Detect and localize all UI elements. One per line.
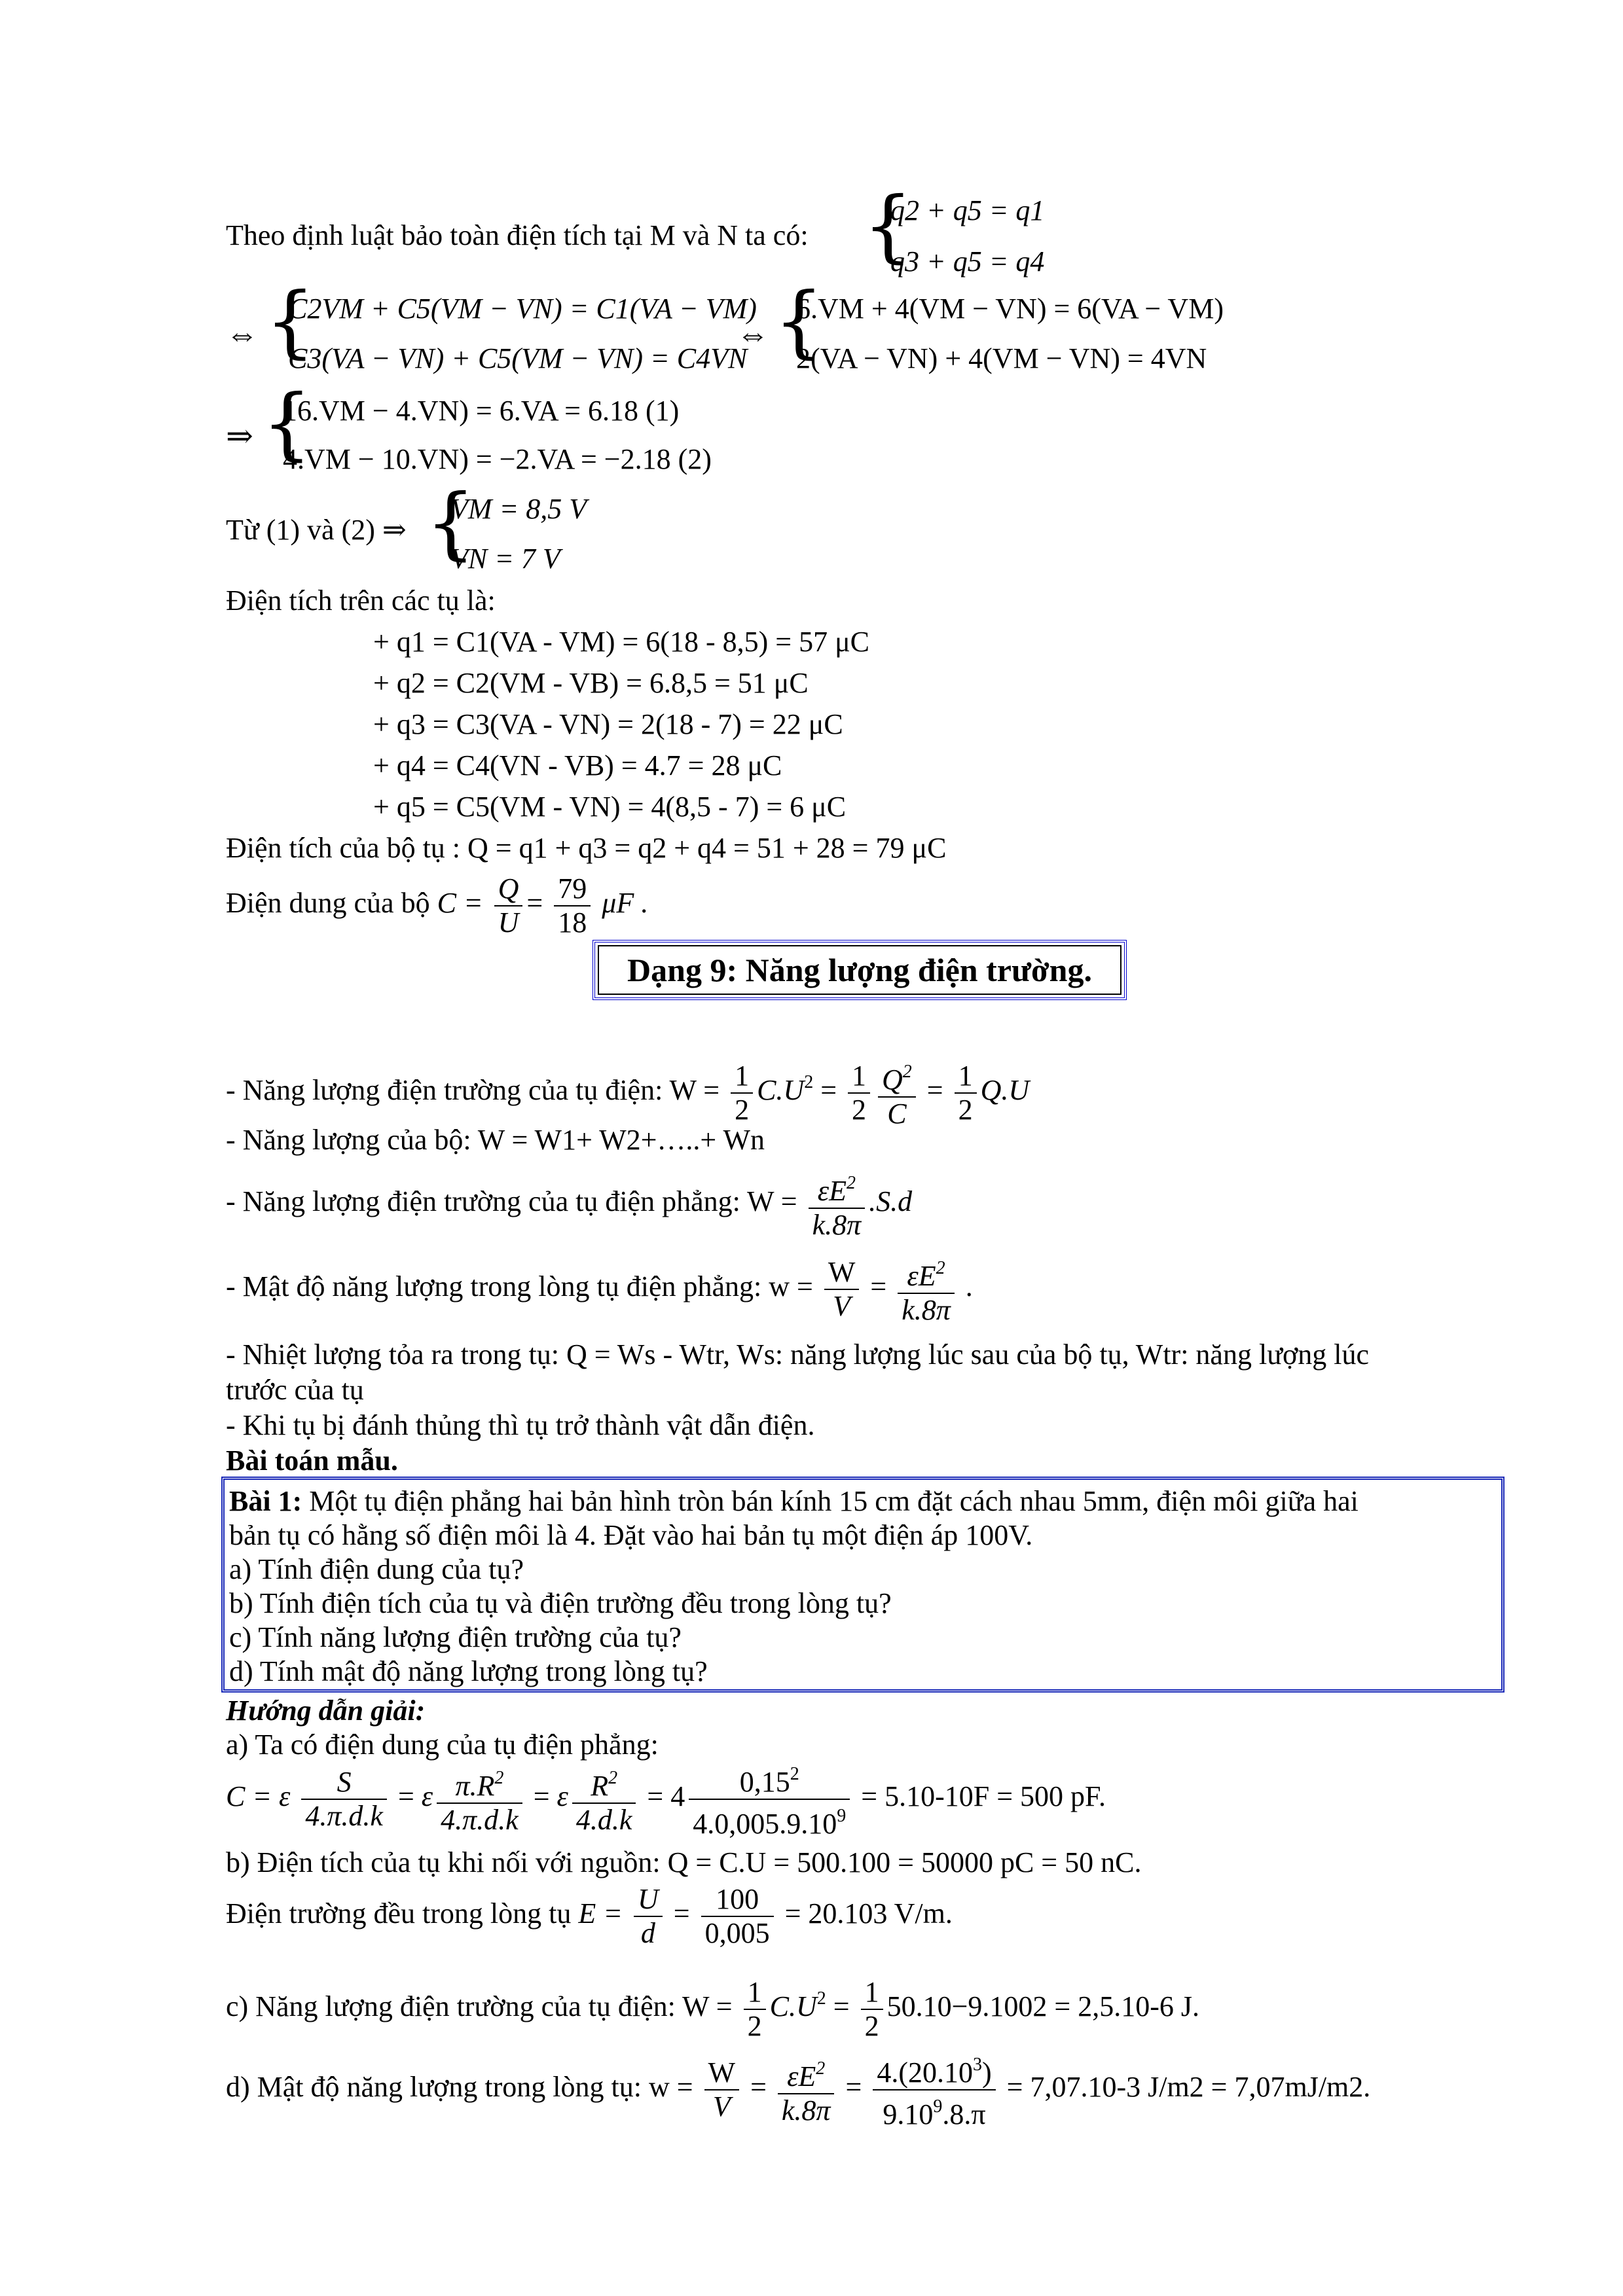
fraction: $\frac{Q}{U}$: [494, 872, 523, 939]
problem-d: d) Tính mật độ năng lượng trong lòng tụ?: [229, 1655, 708, 1687]
charges-total: Điện tích của bộ tụ : Q = q1 + q3 = q2 + q4 = 51 + 28 = 79 μC: [226, 832, 947, 864]
theory-heat-cont: trước của tụ: [226, 1374, 364, 1406]
problem-a: a) Tính điện dung của tụ?: [229, 1553, 524, 1585]
charge-q5: + q5 = C5(VM - VN) = 4(8,5 - 7) = 6 μC: [373, 791, 847, 823]
system2-e1: 16.VM − 4.VN) = 6.VA = 6.18 (1): [283, 395, 680, 427]
system1-b1: 6.VM + 4(VM − VN) = 6(VA − VM): [796, 293, 1224, 325]
conservation-eq1: q2 + q5 = q1: [890, 194, 1045, 226]
theory-energy-density: - Mật độ năng lượng trong lòng tụ điện phẳng: w = $\frac{W}{V}$ = $\frac{\varepsilon E^2}{k.8\pi}$ .: [226, 1251, 973, 1327]
guide-b-field: Điện trường đều trong lòng tụ E = $\frac{U}{d}$ = $\frac{100}{0,005}$ = 20.103 V/m.: [226, 1882, 953, 1949]
conservation-intro: Theo định luật bảo toàn điện tích tại M và N ta có:: [226, 219, 809, 251]
charge-q1: + q1 = C1(VA - VM) = 6(18 - 8,5) = 57 μC: [373, 626, 870, 658]
theory-energy: - Năng lượng điện trường của tụ điện: W = $\frac{1}{2}$ $C.U^2$ = $\frac{1}{2}$ $\frac{Q^2}{C}$ = $\frac{1}{2}$ Q.U: [226, 1047, 1029, 1130]
capacity-lhs: C =: [437, 887, 483, 919]
capacity-unit: μF .: [602, 887, 649, 919]
problem-line1: Bài 1: Một tụ điện phẳng hai bản hình tròn bán kính 15 cm đặt cách nhau 5mm, điện môi giữa hai: [229, 1485, 1359, 1517]
brace: {: [774, 276, 824, 367]
brace: {: [863, 181, 913, 272]
brace: {: [265, 276, 316, 367]
section-title: Dạng 9: Năng lượng điện trường.: [598, 945, 1122, 995]
system1-b2: 2(VA − VN) + 4(VM − VN) = 4VN: [796, 342, 1207, 374]
capacity-label: Điện dung của bộ: [226, 887, 430, 919]
guide-b-charge: b) Điện tích của tụ khi nối với nguồn: Q = C.U = 500.100 = 50000 pC = 50 nC.: [226, 1846, 1142, 1878]
solution-vm: VM = 8,5 V: [450, 493, 587, 525]
brace: {: [426, 478, 476, 569]
charge-q4: + q4 = C4(VN - VB) = 4.7 = 28 μC: [373, 749, 782, 781]
system1-a1: C2VM + C5(VM − VN) = C1(VA − VM): [288, 293, 757, 325]
fraction: $\frac{79}{18}$: [554, 872, 591, 939]
solution-label: Từ (1) và (2) ⇒: [226, 514, 407, 546]
system1-a2: C3(VA − VN) + C5(VM − VN) = C4VN: [288, 342, 748, 374]
guide-a-formula: C = ε $\frac{S}{4.\pi.d.k}$ = ε $\frac{\pi.R^2}{4.\pi.d.k}$ = ε $\frac{R^2}{4.d.k}$ = 4 $\frac{0,15^2}{4.0,005.9.10^9}$ = 5.10-10F = 500 pF.: [226, 1758, 1106, 1840]
charge-q2: + q2 = C2(VM - VB) = 6.8,5 = 51 μC: [373, 667, 809, 699]
system2-e2: 4.VM − 10.VN) = −2.VA = −2.18 (2): [283, 443, 712, 475]
guide-d-density: d) Mật độ năng lượng trong lòng tụ: w = $\frac{W}{V}$ = $\frac{\varepsilon E^2}{k.8\pi}$ = $\frac{4.(20.10^3)}{9.10^9.8.\pi}$ = 7,07.10-3 J/m2 = 7,07mJ/m2.: [226, 2049, 1370, 2131]
theory-breakdown: - Khi tụ bị đánh thủng thì tụ trở thành vật dẫn điện.: [226, 1409, 815, 1441]
theory-plate-energy: - Năng lượng điện trường của tụ điện phẳng: W = $\frac{\varepsilon E^2}{k.8\pi}$ .S.d: [226, 1166, 912, 1242]
problem-b: b) Tính điện tích của tụ và điện trường đều trong lòng tụ?: [229, 1587, 892, 1619]
problem-c: c) Tính năng lượng điện trường của tụ?: [229, 1621, 682, 1653]
theory-bank-energy: - Năng lượng của bộ: W = W1+ W2+…..+ Wn: [226, 1124, 765, 1156]
theory-heat: - Nhiệt lượng tỏa ra trong tụ: Q = Ws - Wtr, Ws: năng lượng lúc sau của bộ tụ, Wtr: năng lượng lúc: [226, 1338, 1370, 1371]
section-title-box: [593, 940, 1127, 1000]
problem-line2: bản tụ có hằng số điện môi là 4. Đặt vào hai bản tụ một điện áp 100V.: [229, 1519, 1033, 1551]
equivalence-arrow: ⇔: [226, 315, 259, 352]
sample-heading: Bài toán mẫu.: [226, 1444, 398, 1477]
guide-a-intro: a) Ta có điện dung của tụ điện phẳng:: [226, 1729, 659, 1761]
implies-arrow: ⇒: [226, 418, 253, 454]
brace: {: [262, 378, 312, 469]
guide-title: Hướng dẫn giải:: [226, 1695, 426, 1727]
conservation-eq2: q3 + q5 = q4: [890, 245, 1045, 278]
charges-heading: Điện tích trên các tụ là:: [226, 584, 496, 617]
equivalence-arrow: ⇔: [737, 315, 769, 352]
solution-vn: VN = 7 V: [450, 543, 560, 575]
capacity-formula: Điện dung của bộ C = $\frac{Q}{U}$ = $\frac{79}{18}$ μF .: [226, 872, 649, 939]
guide-c-energy: c) Năng lượng điện trường của tụ điện: W = $\frac{1}{2}$ $C.U^2$ = $\frac{1}{2}$ 50.10−9.1002 = 2,5.10-6 J.: [226, 1975, 1199, 2042]
charge-q3: + q3 = C3(VA - VN) = 2(18 - 7) = 22 μC: [373, 708, 843, 740]
